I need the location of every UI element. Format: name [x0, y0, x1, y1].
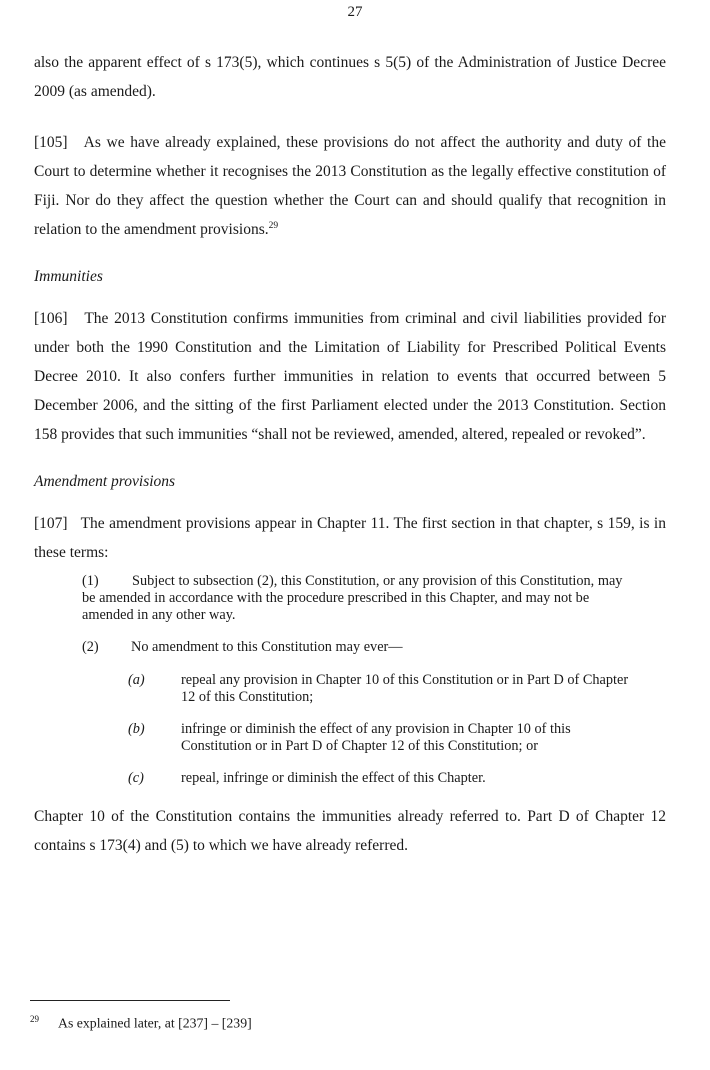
paragraph-text: As we have already explained, these provisions do not affect the authority and duty of the Court to determine whether it recognises the 2013 Constitution as the legally effective constitution of Fiji. Nor do they affect the question whether the Court can and should qualify that recognition in relation to the amendment provisions. — [34, 134, 666, 238]
list-item — [128, 770, 638, 787]
list-item — [128, 672, 638, 706]
footnote-number: 29 — [30, 1014, 39, 1024]
paragraph-number: [106] — [34, 310, 68, 327]
quoted-section-159 — [82, 573, 638, 787]
item-text: infringe or diminish the effect of any provision in Chapter 10 of this Constitution or in Part D of Chapter 12 of this Constitution; or — [181, 721, 571, 754]
paragraph-106 — [34, 304, 666, 449]
footnote-divider — [30, 1000, 230, 1001]
paragraph-text: The amendment provisions appear in Chapter 11. The first section in that chapter, s 159, is in these terms: — [34, 515, 666, 561]
closing-paragraph: Chapter 10 of the Constitution contains the immunities already referred to. Part D of Chapter 12 contains s 173(4) and (5) to which we have already referred. — [34, 808, 666, 854]
subsection-number: (1) — [82, 573, 99, 589]
item-text: repeal any provision in Chapter 10 of this Constitution or in Part D of Chapter 12 of this Constitution; — [181, 672, 629, 705]
paragraph-105 — [34, 128, 666, 244]
item-letter: (c) — [128, 770, 144, 786]
paragraph-number: [105] — [34, 134, 68, 151]
paragraph-number: [107] — [34, 515, 68, 532]
page-number: 27 — [347, 4, 363, 20]
subsection-text: No amendment to this Constitution may ever— — [131, 639, 403, 655]
list-item — [128, 721, 638, 755]
subsection-text: Subject to subsection (2), this Constitution, or any provision of this Constitution, may be amended in accordance with the procedure prescribed in this Chapter, and may not be amended in any other way. — [82, 573, 623, 623]
item-letter: (a) — [128, 672, 145, 688]
subsection-2 — [82, 639, 638, 656]
subsection-number: (2) — [82, 639, 99, 655]
section-heading-immunities: Immunities — [34, 268, 103, 285]
continuation-paragraph: also the apparent effect of s 173(5), which continues s 5(5) of the Administration of Justice Decree 2009 (as amended). — [34, 54, 666, 100]
paragraph-107 — [34, 509, 666, 567]
document-body — [34, 48, 666, 860]
paragraph-text: The 2013 Constitution confirms immunities from criminal and civil liabilities provided for under both the 1990 Constitution and the Limitation of Liability for Prescribed Political Events Decree 2010. It also confers further immunities in relation to events that occurred between 5 December 2006, and the sitting of the first Parliament elected under the 2013 Constitution. Section 158 provides that such immunities “shall not be reviewed, amended, altered, repealed or revoked”. — [34, 310, 666, 443]
item-letter: (b) — [128, 721, 145, 737]
footnote-reference[interactable]: 29 — [268, 220, 279, 231]
footnote — [30, 1010, 630, 1033]
subsection-1 — [82, 573, 638, 624]
section-heading-amendment-provisions: Amendment provisions — [34, 473, 176, 490]
footnote-text: As explained later, at [237] – [239] — [58, 1015, 252, 1031]
item-text: repeal, infringe or diminish the effect of this Chapter. — [181, 770, 486, 786]
